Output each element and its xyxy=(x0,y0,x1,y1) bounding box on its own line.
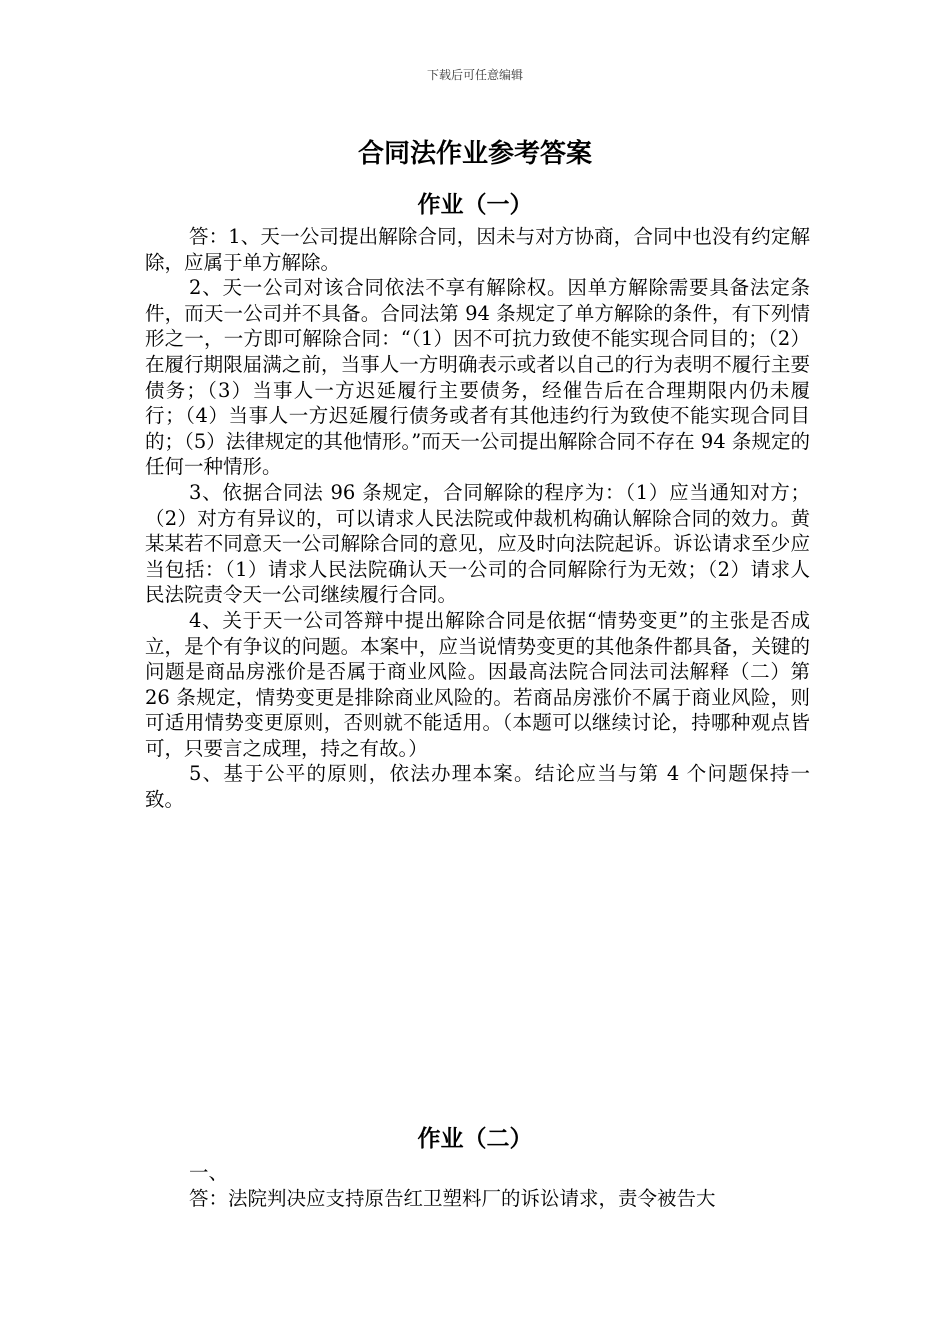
section-body-1 xyxy=(145,224,810,813)
paragraph: 答：1、天一公司提出解除合同，因未与对方协商，合同中也没有约定解除，应属于单方解除。 xyxy=(145,225,810,274)
paragraph: 答：法院判决应支持原告红卫塑料厂的诉讼请求，责令被告大 xyxy=(189,1186,716,1210)
section-heading-2: 作业（二） xyxy=(417,1126,533,1152)
paragraph: 3、依据合同法 96 条规定，合同解除的程序为：（1）应当通知对方；（2）对方有异议的，可以请求人民法院或仲裁机构确认解除合同的效力。黄某某若不同意天一公司解除合同的意见，应及时向法院起诉。诉讼请求至少应当包括：（1）请求人民法院确认天一公司的合同解除行为无效；（2）请求人民法院责令天一公司继续履行合同。 xyxy=(145,480,810,607)
paragraph: 2、天一公司对该合同依法不享有解除权。因单方解除需要具备法定条件，而天一公司并不具备。合同法第 94 条规定了单方解除的条件，有下列情形之一，一方即可解除合同：“（1）因不可抗力致使不能实现合同目的；（2）在履行期限届满之前，当事人一方明确表示或者以自己的行为表明不履行主要债务；（3）当事人一方迟延履行主要债务，经催告后在合理期限内仍未履行；（4）当事人一方迟延履行债务或者有其他违约行为致使不能实现合同目的；（5）法律规定的其他情形。”而天一公司提出解除合同不存在 94 条规定的任何一种情形。 xyxy=(145,276,810,479)
paragraph: 一、 xyxy=(189,1161,229,1184)
page-header: 下载后可任意编辑 xyxy=(426,68,523,82)
paragraph: 5、基于公平的原则，依法办理本案。结论应当与第 4 个问题保持一致。 xyxy=(145,762,810,812)
paragraph: 4、关于天一公司答辩中提出解除合同是依据“情势变更”的主张是否成立，是个有争议的问题。本案中，应当说情势变更的其他条件都具备，关键的问题是商品房涨价是否属于商业风险。因最高法院合同法司法解释（二）第 26 条规定，情势变更是排除商业风险的。若商品房涨价不属于商业风险，则可适用情势变更原则，否则就不能适用。（本题可以继续讨论，持哪种观点皆可，只要言之成理，持之有故。） xyxy=(145,608,810,760)
section-body-2 xyxy=(145,1160,810,1211)
document-title: 合同法作业参考答案 xyxy=(357,139,592,169)
section-heading-1: 作业（一） xyxy=(417,192,533,218)
